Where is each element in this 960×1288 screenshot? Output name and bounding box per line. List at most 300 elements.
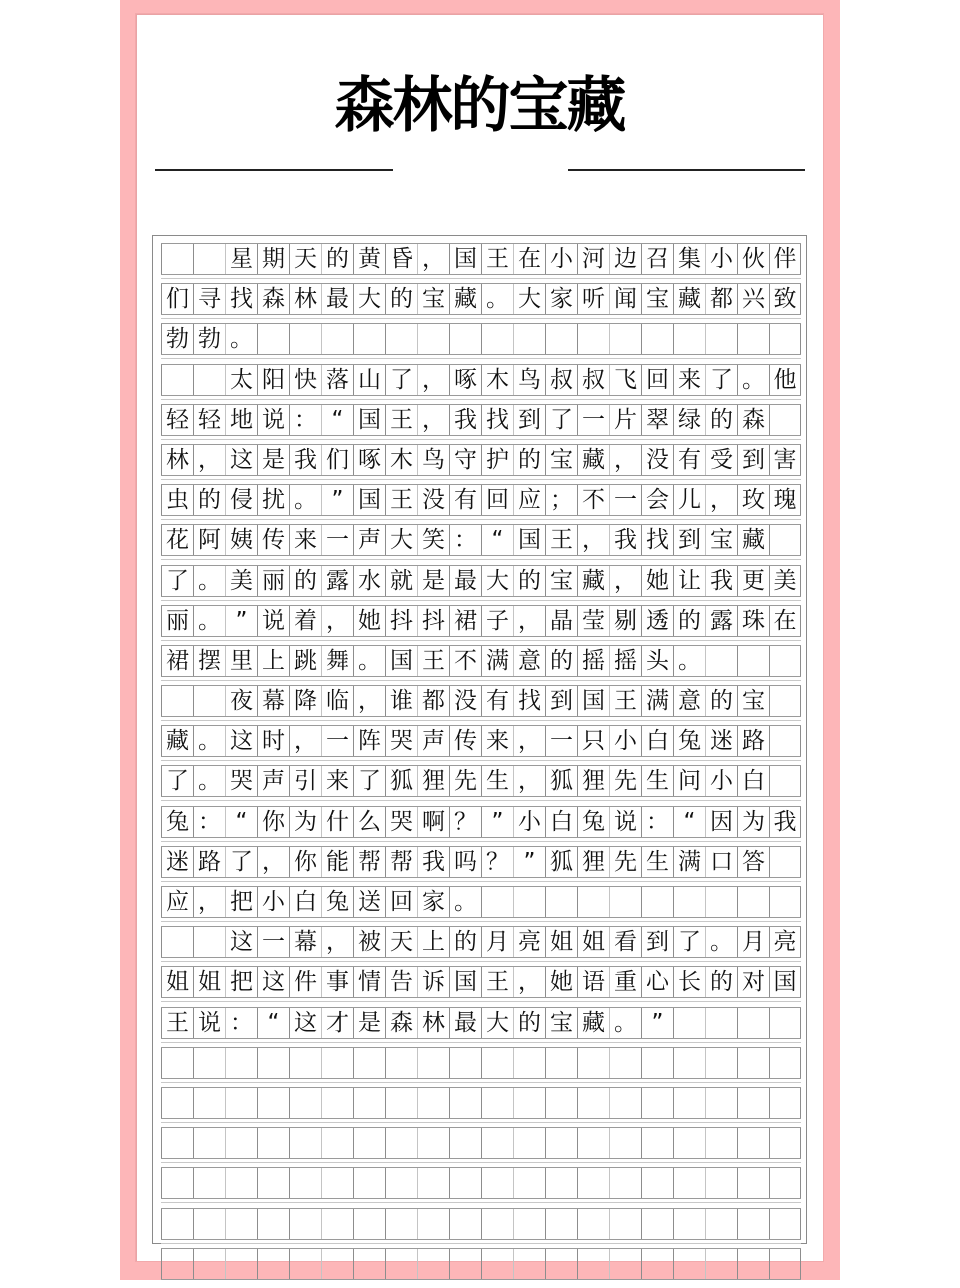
grid-cell: 致	[769, 284, 801, 314]
grid-cell: 王	[481, 244, 513, 274]
grid-cell	[513, 1088, 545, 1118]
grid-cell: 月	[737, 927, 769, 957]
grid-cell: 看	[609, 927, 641, 957]
grid-cell	[161, 1128, 193, 1158]
grid-cell	[289, 1048, 321, 1078]
grid-cell: 狸	[417, 766, 449, 796]
text-line	[161, 444, 801, 476]
grid-cell: ，	[609, 445, 641, 475]
grid-cell	[513, 1249, 545, 1279]
grid-cell: “	[225, 807, 257, 837]
grid-cell	[289, 1249, 321, 1279]
grid-cell	[417, 1048, 449, 1078]
grid-cell: 声	[353, 525, 385, 555]
grid-cell: 到	[673, 525, 705, 555]
grid-cell: 的	[673, 606, 705, 636]
grid-cell	[545, 1048, 577, 1078]
grid-cell	[257, 1249, 289, 1279]
grid-cell: 找	[641, 525, 673, 555]
grid-cell	[673, 1048, 705, 1078]
grid-cell: 姐	[577, 927, 609, 957]
grid-cell: 国	[513, 525, 545, 555]
grid-cell	[385, 1128, 417, 1158]
grid-cell: 幕	[257, 686, 289, 716]
grid-cell	[225, 1088, 257, 1118]
empty-grid-row	[161, 1087, 801, 1119]
grid-cell: 小	[257, 887, 289, 917]
grid-cell	[161, 1048, 193, 1078]
grid-cell: 临	[321, 686, 353, 716]
grid-cell	[257, 1209, 289, 1239]
grid-cell: 。	[449, 887, 481, 917]
grid-cell: 回	[641, 365, 673, 395]
grid-cell	[161, 927, 193, 957]
grid-cell: 没	[641, 445, 673, 475]
grid-cell: 侵	[225, 485, 257, 515]
grid-cell: 国	[449, 244, 481, 274]
grid-cell	[161, 1088, 193, 1118]
grid-cell	[705, 1128, 737, 1158]
grid-cell: 森	[257, 284, 289, 314]
text-line	[161, 364, 801, 396]
grid-cell	[257, 324, 289, 354]
grid-cell: 的	[193, 485, 225, 515]
grid-cell: 说	[257, 606, 289, 636]
grid-cell: 让	[673, 566, 705, 596]
grid-cell: 你	[257, 807, 289, 837]
grid-cell: 回	[481, 485, 513, 515]
grid-cell: 木	[481, 365, 513, 395]
grid-cell: 这	[289, 1008, 321, 1038]
composition-grid-box	[152, 235, 807, 1244]
grid-cell	[737, 1209, 769, 1239]
text-line	[161, 645, 801, 677]
empty-grid-row	[161, 1047, 801, 1079]
grid-cell: 狸	[577, 766, 609, 796]
grid-cell: 到	[737, 445, 769, 475]
grid-cell: 上	[417, 927, 449, 957]
grid-cell	[321, 1128, 353, 1158]
grid-cell: ，	[513, 766, 545, 796]
grid-cell	[385, 1048, 417, 1078]
grid-cell	[769, 646, 801, 676]
grid-cell	[321, 324, 353, 354]
grid-cell: 来	[481, 726, 513, 756]
grid-cell: 是	[353, 1008, 385, 1038]
grid-cell: 重	[609, 967, 641, 997]
text-line	[161, 565, 801, 597]
grid-cell: ”	[225, 606, 257, 636]
grid-cell: 美	[769, 566, 801, 596]
grid-cell: 丽	[161, 606, 193, 636]
grid-cell: 水	[353, 566, 385, 596]
grid-cell: 摆	[193, 646, 225, 676]
grid-cell: 兔	[321, 887, 353, 917]
grid-cell: 帮	[353, 847, 385, 877]
grid-cell: 国	[449, 967, 481, 997]
grid-cell	[289, 1168, 321, 1198]
grid-cell: 白	[641, 726, 673, 756]
grid-cell: 片	[609, 405, 641, 435]
grid-cell	[417, 1128, 449, 1158]
grid-cell: 声	[417, 726, 449, 756]
grid-cell	[577, 1048, 609, 1078]
grid-cell: ，	[289, 726, 321, 756]
text-line	[161, 846, 801, 878]
empty-grid-row	[161, 1248, 801, 1280]
grid-cell: 小	[609, 726, 641, 756]
grid-cell: 裙	[449, 606, 481, 636]
grid-cell: 。	[225, 324, 257, 354]
text-line	[161, 484, 801, 516]
grid-cell	[769, 1249, 801, 1279]
grid-cell: 王	[481, 967, 513, 997]
grid-cell: 为	[289, 807, 321, 837]
grid-cell	[449, 1249, 481, 1279]
grid-cell: 语	[577, 967, 609, 997]
grid-cell	[737, 887, 769, 917]
grid-cell: 最	[321, 284, 353, 314]
grid-cell	[641, 1048, 673, 1078]
grid-cell: 告	[385, 967, 417, 997]
grid-cell	[353, 1168, 385, 1198]
grid-cell: 的	[289, 566, 321, 596]
grid-cell: 藏	[161, 726, 193, 756]
grid-cell: 送	[353, 887, 385, 917]
grid-cell: 大	[353, 284, 385, 314]
grid-cell	[321, 1088, 353, 1118]
grid-cell	[769, 686, 801, 716]
text-line	[161, 283, 801, 315]
grid-cell: 的	[321, 244, 353, 274]
grid-cell	[193, 1209, 225, 1239]
grid-cell: 天	[385, 927, 417, 957]
grid-cell: 鸟	[417, 445, 449, 475]
grid-cell	[225, 1048, 257, 1078]
grid-cell: 生	[641, 766, 673, 796]
grid-cell	[513, 1209, 545, 1239]
grid-cell: 吗	[449, 847, 481, 877]
grid-cell: 的	[545, 646, 577, 676]
grid-cell: 家	[417, 887, 449, 917]
grid-cell	[353, 1209, 385, 1239]
grid-cell	[161, 1249, 193, 1279]
grid-cell	[673, 324, 705, 354]
grid-cell: 为	[737, 807, 769, 837]
grid-cell	[769, 324, 801, 354]
grid-cell: 小	[705, 766, 737, 796]
grid-cell: 勃	[161, 324, 193, 354]
grid-cell: 就	[385, 566, 417, 596]
grid-cell: 意	[673, 686, 705, 716]
grid-cell: 声	[257, 766, 289, 796]
grid-cell	[609, 887, 641, 917]
grid-cell: 谁	[385, 686, 417, 716]
grid-cell: 宝	[641, 284, 673, 314]
grid-cell	[577, 1249, 609, 1279]
grid-cell	[609, 1128, 641, 1158]
grid-cell: 白	[545, 807, 577, 837]
grid-cell	[705, 1209, 737, 1239]
grid-cell	[705, 1008, 737, 1038]
text-line	[161, 725, 801, 757]
grid-cell: 啄	[353, 445, 385, 475]
grid-cell: 森	[737, 405, 769, 435]
grid-cell: 林	[161, 445, 193, 475]
grid-cell	[705, 887, 737, 917]
grid-cell	[193, 365, 225, 395]
grid-cell	[161, 365, 193, 395]
grid-cell: 珠	[737, 606, 769, 636]
grid-cell	[193, 1128, 225, 1158]
grid-cell: 丽	[257, 566, 289, 596]
grid-cell: 摇	[609, 646, 641, 676]
grid-cell	[225, 1249, 257, 1279]
grid-cell: 子	[481, 606, 513, 636]
grid-cell: 姐	[193, 967, 225, 997]
grid-cell	[609, 1249, 641, 1279]
grid-cell: 国	[577, 686, 609, 716]
grid-cell: 姐	[545, 927, 577, 957]
grid-cell	[353, 324, 385, 354]
grid-cell: 帮	[385, 847, 417, 877]
grid-cell: 情	[353, 967, 385, 997]
grid-cell: 问	[673, 766, 705, 796]
grid-cell: 。	[193, 606, 225, 636]
grid-cell: 降	[289, 686, 321, 716]
grid-cell: 美	[225, 566, 257, 596]
grid-cell: 藏	[673, 284, 705, 314]
grid-cell	[769, 726, 801, 756]
grid-cell: 找	[513, 686, 545, 716]
grid-cell	[481, 1128, 513, 1158]
grid-cell	[289, 1088, 321, 1118]
grid-cell: 口	[705, 847, 737, 877]
grid-cell: 没	[417, 485, 449, 515]
grid-cell: 轻	[161, 405, 193, 435]
grid-cell: 河	[577, 244, 609, 274]
grid-cell: 一	[321, 525, 353, 555]
grid-cell: 宝	[545, 445, 577, 475]
grid-cell: 生	[481, 766, 513, 796]
grid-cell	[705, 324, 737, 354]
grid-cell	[481, 1088, 513, 1118]
grid-cell: 。	[193, 766, 225, 796]
grid-cell: 都	[417, 686, 449, 716]
grid-cell: 头	[641, 646, 673, 676]
grid-cell: 藏	[577, 1008, 609, 1038]
grid-cell	[609, 324, 641, 354]
grid-cell: 抖	[417, 606, 449, 636]
grid-cell: 阳	[257, 365, 289, 395]
grid-cell	[545, 1128, 577, 1158]
grid-cell	[449, 1088, 481, 1118]
grid-cell: 找	[225, 284, 257, 314]
grid-cell	[417, 324, 449, 354]
grid-cell: ？	[449, 807, 481, 837]
grid-cell: 心	[641, 967, 673, 997]
grid-cell: ”	[321, 485, 353, 515]
grid-cell	[769, 405, 801, 435]
grid-cell: 亮	[769, 927, 801, 957]
grid-cell: 国	[769, 967, 801, 997]
grid-cell	[737, 324, 769, 354]
grid-cell	[161, 1168, 193, 1198]
grid-cell	[353, 1088, 385, 1118]
grid-cell: 她	[641, 566, 673, 596]
grid-cell	[385, 1088, 417, 1118]
grid-cell: 有	[449, 485, 481, 515]
text-line	[161, 765, 801, 797]
grid-cell: 哭	[225, 766, 257, 796]
grid-cell: 森	[385, 1008, 417, 1038]
grid-cell: 生	[641, 847, 673, 877]
grid-cell: 来	[321, 766, 353, 796]
grid-cell: 上	[257, 646, 289, 676]
grid-cell: 月	[481, 927, 513, 957]
grid-cell: 。	[481, 284, 513, 314]
grid-cell: 王	[385, 485, 417, 515]
grid-cell: 满	[673, 847, 705, 877]
grid-cell: 玫	[737, 485, 769, 515]
grid-cell	[417, 1249, 449, 1279]
grid-cell: 宝	[705, 525, 737, 555]
grid-cell: ，	[193, 887, 225, 917]
grid-cell: 叔	[545, 365, 577, 395]
grid-cell: ”	[641, 1008, 673, 1038]
text-line	[161, 806, 801, 838]
text-line	[161, 243, 801, 275]
grid-cell: 集	[673, 244, 705, 274]
grid-cell	[737, 1168, 769, 1198]
grid-cell: 召	[641, 244, 673, 274]
grid-cell: 大	[385, 525, 417, 555]
grid-cell: 绿	[673, 405, 705, 435]
grid-cell: 伙	[737, 244, 769, 274]
grid-cell	[193, 244, 225, 274]
grid-cell	[769, 847, 801, 877]
grid-cell: 满	[641, 686, 673, 716]
grid-cell: 剔	[609, 606, 641, 636]
grid-cell: 了	[673, 927, 705, 957]
grid-cell: 你	[289, 847, 321, 877]
grid-cell	[385, 1168, 417, 1198]
grid-cell: 这	[225, 445, 257, 475]
grid-cell: 到	[513, 405, 545, 435]
grid-cell: ？	[481, 847, 513, 877]
grid-cell	[545, 1168, 577, 1198]
grid-cell: 宝	[545, 1008, 577, 1038]
grid-cell	[673, 1249, 705, 1279]
grid-cell: 的	[513, 566, 545, 596]
grid-cell	[673, 1209, 705, 1239]
grid-cell: 家	[545, 284, 577, 314]
grid-cell: 这	[225, 726, 257, 756]
grid-cell: 到	[641, 927, 673, 957]
grid-cell: ，	[609, 566, 641, 596]
grid-cell: 。	[193, 726, 225, 756]
grid-cell: 。	[289, 485, 321, 515]
grid-cell: 有	[673, 445, 705, 475]
grid-cell	[193, 1088, 225, 1118]
grid-cell	[161, 244, 193, 274]
grid-cell: ，	[577, 525, 609, 555]
grid-cell: 宝	[417, 284, 449, 314]
grid-cell: 王	[545, 525, 577, 555]
grid-cell: 更	[737, 566, 769, 596]
grid-cell: 抖	[385, 606, 417, 636]
grid-cell: ：	[449, 525, 481, 555]
title-rule-right	[568, 169, 805, 171]
grid-cell: 姨	[225, 525, 257, 555]
grid-cell: 是	[257, 445, 289, 475]
grid-cell: ，	[513, 967, 545, 997]
grid-cell: 国	[353, 405, 385, 435]
grid-cell: 大	[481, 1008, 513, 1038]
grid-cell	[545, 1249, 577, 1279]
grid-cell	[385, 1249, 417, 1279]
grid-cell: 寻	[193, 284, 225, 314]
grid-cell	[193, 686, 225, 716]
grid-cell: 天	[289, 244, 321, 274]
grid-cell: 晶	[545, 606, 577, 636]
grid-cell: 。	[609, 1008, 641, 1038]
grid-cell	[737, 1249, 769, 1279]
grid-cell	[641, 1249, 673, 1279]
grid-cell: 白	[289, 887, 321, 917]
grid-cell: 星	[225, 244, 257, 274]
grid-cell: 都	[705, 284, 737, 314]
grid-cell	[769, 1088, 801, 1118]
grid-cell	[481, 1249, 513, 1279]
grid-cell: 。	[193, 566, 225, 596]
grid-cell	[449, 1048, 481, 1078]
grid-cell	[641, 887, 673, 917]
grid-cell: “	[321, 405, 353, 435]
grid-cell	[609, 1209, 641, 1239]
grid-cell: 瑰	[769, 485, 801, 515]
grid-cell	[353, 1249, 385, 1279]
grid-cell: 了	[385, 365, 417, 395]
grid-cell: 这	[225, 927, 257, 957]
grid-cell: 的	[705, 405, 737, 435]
grid-cell: 守	[449, 445, 481, 475]
grid-cell: 叔	[577, 365, 609, 395]
grid-cell	[257, 1048, 289, 1078]
grid-cell: 轻	[193, 405, 225, 435]
grid-cell: 先	[609, 766, 641, 796]
grid-cell: ，	[257, 847, 289, 877]
empty-grid-row	[161, 1208, 801, 1240]
grid-cell	[673, 1128, 705, 1158]
grid-cell: 露	[321, 566, 353, 596]
grid-cell	[193, 1048, 225, 1078]
grid-cell: 王	[385, 405, 417, 435]
grid-cell	[289, 1209, 321, 1239]
grid-cell	[513, 1168, 545, 1198]
grid-cell: 。	[673, 646, 705, 676]
grid-cell	[577, 1168, 609, 1198]
grid-cell	[481, 887, 513, 917]
grid-cell: 路	[193, 847, 225, 877]
grid-cell: 小	[705, 244, 737, 274]
grid-cell: ，	[513, 606, 545, 636]
grid-cell: 太	[225, 365, 257, 395]
grid-cell	[673, 1168, 705, 1198]
grid-cell: 护	[481, 445, 513, 475]
grid-cell: ；	[545, 485, 577, 515]
grid-cell: 在	[513, 244, 545, 274]
